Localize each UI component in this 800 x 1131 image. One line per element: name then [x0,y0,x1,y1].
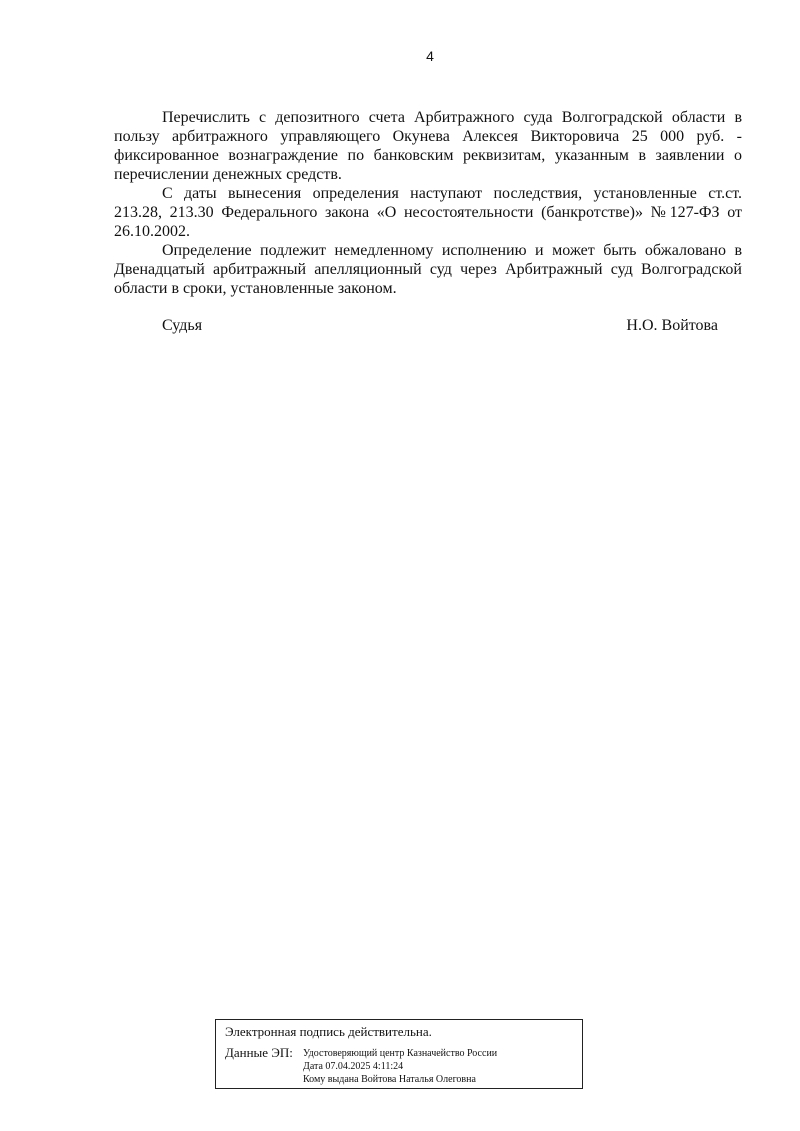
judge-title: Судья [162,317,203,334]
paragraph-transfer: Перечислить с депозитного счета Арбитражного суда Волгоградской области в пользу арбитражного управляющего Окунева Алексея Викторовича 25 000 руб. - фиксированное вознаграждение по банковским реквизитам, указанным в заявлении о перечислении денежных средств. [114,109,742,183]
esign-details [303,1047,497,1086]
esign-status: Электронная подпись действительна. [225,1024,432,1039]
electronic-signature-stamp [215,1019,583,1089]
esign-data-label: Данные ЭП: [225,1045,293,1060]
document-body [114,108,742,298]
paragraph-consequences: С даты вынесения определения наступают последствия, установленные ст.ст. 213.28, 213.30 Федерального закона «О несостоятельности (банкротстве)» №127-ФЗ от 26.10.2002. [114,185,742,240]
esign-date: Дата 07.04.2025 4:11:24 [303,1061,404,1072]
esign-center: Удостоверяющий центр Казначейство России [303,1048,498,1059]
judge-name: Н.О. Войтова [626,317,718,334]
page-number: 4 [426,48,434,64]
paragraph-appeal: Определение подлежит немедленному исполнению и может быть обжаловано в Двенадцатый арбитражный апелляционный суд через Арбитражный суд Волгоградской области в сроки, установленные законом. [114,242,742,297]
esign-issued-to: Кому выдана Войтова Наталья Олеговна [303,1074,476,1085]
